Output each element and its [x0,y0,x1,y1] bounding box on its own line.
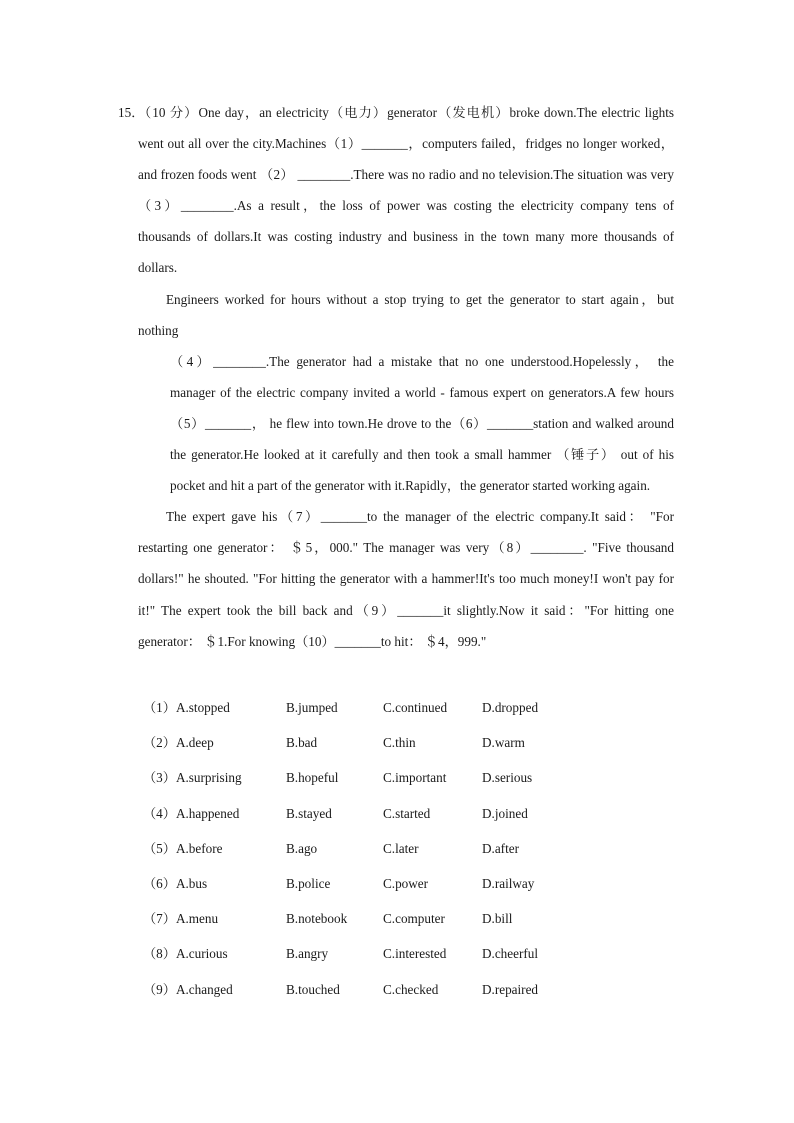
option-a: （7）A.menu [143,911,219,927]
option-b: B.hopeful [286,770,339,786]
option-b: B.stayed [286,805,332,821]
option-c: C.computer [383,911,445,927]
option-c: C.continued [383,700,448,715]
option-b: B.jumped [286,700,338,715]
option-d: D.serious [482,770,533,786]
option-d: D.bill [482,911,513,927]
option-d: D.warm [482,735,525,751]
option-b: B.notebook [286,911,348,927]
option-c: C.interested [383,946,447,962]
paragraph-1 [118,97,675,284]
option-c: C.power [383,875,429,891]
paragraph-1-text: One day，an electricity（电力）generator（发电机）broke down.The electric lights went out all over the city.Machines（1）_______，computers failed，fridges no longer worked， and frozen foods went （2） ________.There was no radio and no television.The situation was very（3）________.As a result，the loss of power was costing the electricity company tens of thousands of dollars.It was costing industry and business in the town many more thousands of dollars. [138,105,675,276]
option-d: D.repaired [482,981,539,997]
paragraph-3: （4）________.The generator had a mistake that no one understood.Hopelessly， the manager of the electric company invited a world - famous expert on generators.A few hours（5）_______， he flew into town.He drove to the（6）_______station and walked around the generator.He looked at it carefully and then took a small hammer （锤子） out of his pocket and hit a part of the generator with it.Rapidly，the generator started working again. [170,353,674,494]
option-d: D.after [482,840,519,856]
option-b: B.ago [286,840,318,856]
option-d: D.joined [482,805,528,821]
option-b: B.bad [286,735,318,751]
option-a: （9）A.changed [143,981,233,997]
option-a: （1）A.stopped [143,700,230,715]
option-c: C.started [383,805,431,821]
option-d: D.dropped [482,700,539,715]
option-c: C.thin [383,735,416,751]
option-a: （2）A.deep [143,735,214,751]
option-a: （5）A.before [143,840,223,856]
question-number: 15． [118,105,145,120]
cloze-passage [118,97,675,657]
option-a: （6）A.bus [143,875,208,891]
question-score: （10 分） [138,105,199,120]
option-b: B.police [286,875,331,891]
option-a: （8）A.curious [143,946,228,962]
option-d: D.railway [482,875,535,891]
option-c: C.checked [383,981,439,997]
option-c: C.later [383,840,419,856]
option-c: C.important [383,770,447,786]
option-d: D.cheerful [482,946,539,962]
option-b: B.angry [286,946,329,962]
paragraph-2: Engineers worked for hours without a stop trying to get the generator to start again，but nothing [138,291,674,338]
option-a: （4）A.happened [143,805,240,821]
option-a: （3）A.surprising [143,770,242,786]
paragraph-4: The expert gave his（7）_______to the manager of the electric company.It said： "For restarting one generator： ＄5，000." The manager was very（8）________. "Five thousand dollars!" he shouted. "For hitting the generator with a hammer!It's too much money!I won't pay for it!" The expert took the bill back and（9）_______it slightly.Now it said："For hitting one generator： ＄1.For knowing（10）_______to hit： ＄4，999." [138,509,674,649]
option-b: B.touched [286,981,340,997]
